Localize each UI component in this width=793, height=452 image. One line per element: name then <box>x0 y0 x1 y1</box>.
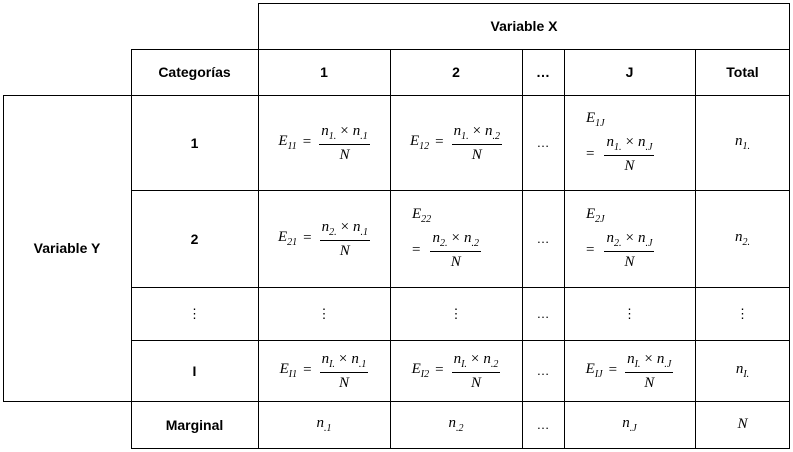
cell-r1-c2-numerator <box>452 122 502 145</box>
cell-r1-c2 <box>390 95 522 190</box>
col-header-2: 2 <box>452 64 460 80</box>
cell-rI-c1-denominator: N <box>338 374 349 391</box>
cell-r1-c2-times: × <box>472 122 482 139</box>
cell-r2-c2-fraction <box>430 229 480 271</box>
cell-r1-c2-num-a: $n_{1.}$ <box>453 122 469 142</box>
cell-rI-c2-equals: = <box>435 362 444 378</box>
cell-rI-c1-formula <box>280 350 369 392</box>
cell-rI-c2-lhs: $E_{I2}$ <box>411 361 430 380</box>
cell-r2-total-value-sub: 2. <box>742 237 750 248</box>
cell-r1-cJ <box>564 95 695 190</box>
cell-r2-c1-lhs-sub: 21 <box>287 237 298 248</box>
cell-r2-c1-num-a-sub: 2. <box>329 226 337 238</box>
cell-rI-cJ-fraction <box>625 350 673 392</box>
cell-r2-cJ-times: × <box>625 230 634 246</box>
cell-r3-c2 <box>390 287 522 340</box>
marginal-c3 <box>522 401 564 448</box>
cell-rI-c2-formula <box>412 350 501 392</box>
cell-r1-cJ-num-b-sub: .J <box>645 142 653 153</box>
cell-r2-cJ-lhs: $E_{2J}$ <box>586 206 605 225</box>
cell-r2-c2-lhs: $E_{22}$ <box>412 206 432 225</box>
cell-r1-c1-times: × <box>340 122 349 139</box>
cell-r2-c2-num-b-sub: .2 <box>471 238 479 249</box>
cell-r2-cJ-equals: = <box>586 241 595 258</box>
total-header: Total <box>726 64 759 80</box>
cell-r2-cJ-num-a-sub: 2. <box>613 238 622 249</box>
cell-r1-c2-equals: = <box>435 134 444 150</box>
cell-r2-c1-times: × <box>340 218 350 235</box>
row-header-1: 1 <box>190 134 199 151</box>
cell-r1-cJ-num-a-sub: 1. <box>613 142 622 153</box>
cell-r3-total <box>695 287 790 340</box>
cell-rI-c3-text: … <box>536 363 550 378</box>
cell-r1-c1 <box>258 95 390 190</box>
cell-r1-cJ-denominator: N <box>624 158 635 174</box>
cell-r2-c2-lhs-sub: 22 <box>421 214 432 225</box>
grid-line <box>131 448 790 449</box>
cell-r1-c1-num-a-sub: 1. <box>328 130 337 142</box>
cell-r1-cJ-numerator <box>604 133 654 156</box>
marginal-total-text: N <box>737 416 748 432</box>
cell-r2-c1-formula <box>278 218 370 260</box>
cell-r2-cJ-formula <box>564 206 695 271</box>
cell-rI-cJ-lhs-sub: IJ <box>594 369 603 380</box>
cell-rI-c2-denominator: N <box>470 374 481 391</box>
cell-r1-c1-num-a: $n_{1.}$ <box>321 122 337 142</box>
cell-rI-total <box>695 340 790 401</box>
cell-r2-c2 <box>390 190 522 287</box>
cell-r1-cJ-lhs: $E_{1J}$ <box>586 110 605 129</box>
marginal-c1-value-sub: .1 <box>324 423 332 434</box>
cell-r2-c2-equals: = <box>412 241 421 258</box>
cell-r2-c2-formula <box>390 206 522 271</box>
cell-rI-c1-lhs-sub: I1 <box>288 369 298 380</box>
marginal-c2-value: $n_{.2}$ <box>448 415 464 434</box>
cell-r2-cJ-lhs-sub: 2J <box>595 214 605 225</box>
cell-r1-cJ-num-a: $n_{1.}$ <box>606 134 622 153</box>
cell-r3-c3 <box>522 287 564 340</box>
cell-r2-c1-lhs: $E_{21}$ <box>277 229 298 248</box>
cell-r3-c1 <box>258 287 390 340</box>
cell-r3-c2-text: ⋮ <box>449 305 463 321</box>
cell-r1-c1-num-b: $n_{.1}$ <box>352 122 368 142</box>
cell-r2-c2-num-a-sub: 2. <box>439 238 448 249</box>
cell-r1-c2-formula <box>410 122 502 164</box>
cell-r1-c1-formula <box>278 122 369 164</box>
cell-r2-c1-numerator <box>320 218 370 241</box>
cell-rI-c3 <box>522 340 564 401</box>
cell-r3-c1-text: ⋮ <box>317 305 331 321</box>
cell-r2-total-value: $n_{2.}$ <box>735 229 750 248</box>
cell-r1-cJ-num-b: $n_{.J}$ <box>637 134 653 153</box>
cell-r1-c1-equals: = <box>302 134 312 150</box>
cell-r1-cJ-equals: = <box>586 145 595 162</box>
cell-rI-cJ-formula <box>586 350 674 392</box>
cell-r2-cJ <box>564 190 695 287</box>
marginal-row-header: Marginal <box>165 416 224 433</box>
cell-r1-c3 <box>522 95 564 190</box>
cell-rI-c1-num-a-sub: I. <box>329 358 335 370</box>
cell-r1-c1-fraction <box>319 122 369 164</box>
cell-r1-c3-text: … <box>536 135 550 150</box>
cell-r1-cJ-lhs-sub: 1J <box>595 118 605 129</box>
cell-r2-cJ-num-a: $n_{2.}$ <box>606 230 622 249</box>
cell-r1-c1-num-b-sub: .1 <box>360 130 368 142</box>
marginal-cJ <box>564 401 695 448</box>
cell-r2-cJ-num-b-sub: .J <box>645 238 653 249</box>
marginal-cJ-value-sub: .J <box>629 423 637 434</box>
cell-r1-c2-num-b-sub: .2 <box>492 130 501 142</box>
cell-r1-total-value: $n_{1.}$ <box>735 133 750 152</box>
cell-rI-cJ-equals: = <box>608 362 618 378</box>
cell-r2-c2-times: × <box>451 230 460 246</box>
cell-r2-c3-text: … <box>536 231 550 246</box>
cell-r2-c2-num-b: $n_{.2}$ <box>463 230 479 249</box>
cell-rI-cJ-denominator: N <box>644 374 655 391</box>
cell-r1-c1-denominator: N <box>339 146 350 163</box>
cell-r2-c2-denominator: N <box>450 254 461 270</box>
cell-r2-cJ-fraction <box>604 229 654 271</box>
cell-r1-c2-fraction <box>452 122 502 164</box>
cell-r1-cJ-formula <box>564 110 695 175</box>
cell-r1-cJ-rhs <box>586 133 654 175</box>
cell-rI-c1-num-b: $n_{.1}$ <box>351 350 367 370</box>
cell-r1-c2-num-b: $n_{.2}$ <box>485 122 501 142</box>
cell-r2-c1-num-b-sub: .1 <box>360 226 369 238</box>
cell-r2-c2-num-a: $n_{2.}$ <box>432 230 448 249</box>
cell-r2-cJ-rhs <box>586 229 654 271</box>
cell-rI-total-value-sub: I. <box>743 369 750 380</box>
cell-r2-total <box>695 190 790 287</box>
marginal-c2 <box>390 401 522 448</box>
variable-x-header: Variable X <box>490 18 558 34</box>
marginal-c3-text: … <box>536 417 550 432</box>
row-header-2: 2 <box>190 230 199 247</box>
cell-rI-c1-fraction <box>320 350 369 392</box>
cell-r2-c1-num-a: $n_{2.}$ <box>321 218 337 238</box>
cell-r2-cJ-numerator <box>604 229 654 252</box>
cell-r2-cJ-denominator: N <box>624 254 635 270</box>
variable-y-header: Variable Y <box>33 240 101 256</box>
cell-rI-cJ-num-b-sub: .J <box>664 358 672 370</box>
col-header-1: 1 <box>320 64 328 80</box>
cell-rI-c2-num-a: $n_{I.}$ <box>453 350 467 370</box>
cell-r1-c1-lhs: $E_{11}$ <box>278 133 297 152</box>
cell-r2-c1 <box>258 190 390 287</box>
cell-rI-c2-lhs-sub: I2 <box>420 369 430 380</box>
cell-r3-cJ <box>564 287 695 340</box>
cell-rI-c1-num-a: $n_{I.}$ <box>321 350 335 370</box>
marginal-c1-value: $n_{.1}$ <box>316 415 332 434</box>
cell-r1-c2-num-a-sub: 1. <box>461 130 469 142</box>
cell-r2-c3 <box>522 190 564 287</box>
col-header-ellipsis: … <box>536 64 550 80</box>
categorias-header: Categorías <box>158 64 231 80</box>
cell-rI-c2-fraction <box>452 350 501 392</box>
cell-r1-c1-lhs-sub: 11 <box>287 141 297 152</box>
cell-r3-total-text: ⋮ <box>736 305 749 321</box>
cell-r3-c3-text: … <box>536 306 550 321</box>
cell-rI-c1-equals: = <box>303 362 312 378</box>
cell-rI-cJ-lhs: $E_{IJ}$ <box>585 361 603 380</box>
cell-rI-c1-numerator <box>320 350 369 373</box>
cell-rI-c2-times: × <box>470 350 480 367</box>
cell-rI-c1-num-b-sub: .1 <box>358 358 367 370</box>
cell-r2-c1-denominator: N <box>339 242 350 259</box>
row-header-vdots: ⋮ <box>188 305 201 321</box>
cell-r1-c2-lhs-sub: 12 <box>419 141 430 152</box>
cell-rI-cJ <box>564 340 695 401</box>
cell-rI-cJ-num-a-sub: I. <box>634 358 641 370</box>
marginal-c1 <box>258 401 390 448</box>
cell-r2-c2-numerator <box>430 229 480 252</box>
cell-rI-c2-num-b: $n_{.2}$ <box>483 350 499 370</box>
marginal-c2-value-sub: .2 <box>456 423 464 434</box>
cell-rI-cJ-times: × <box>644 350 653 367</box>
marginal-total <box>695 401 790 448</box>
cell-rI-c1 <box>258 340 390 401</box>
cell-r1-cJ-times: × <box>625 134 634 150</box>
cell-r1-c1-numerator <box>319 122 369 145</box>
cell-r2-c2-rhs <box>412 229 481 271</box>
cell-r2-c1-num-b: $n_{.1}$ <box>353 218 369 238</box>
cell-rI-c1-lhs: $E_{I1}$ <box>279 361 298 380</box>
cell-rI-c2-numerator <box>452 350 501 373</box>
cell-r1-total <box>695 95 790 190</box>
cell-r1-cJ-fraction <box>604 133 654 175</box>
cell-r3-cJ-text: ⋮ <box>623 305 636 321</box>
cell-rI-cJ-num-b: $n_{.J}$ <box>656 350 672 370</box>
cell-r1-total-value-sub: 1. <box>742 141 750 152</box>
cell-rI-c2-num-b-sub: .2 <box>490 358 499 370</box>
cell-r2-c1-equals: = <box>303 230 312 246</box>
row-header-i: I <box>192 362 197 379</box>
cell-rI-c2 <box>390 340 522 401</box>
cell-rI-cJ-num-a: $n_{I.}$ <box>627 350 641 370</box>
cell-r1-c2-lhs: $E_{12}$ <box>409 133 430 152</box>
cell-r2-cJ-num-b: $n_{.J}$ <box>637 230 653 249</box>
marginal-cJ-value: $n_{.J}$ <box>622 415 637 434</box>
cell-r2-c1-fraction <box>320 218 370 260</box>
cell-r1-c2-denominator: N <box>471 146 482 163</box>
cell-rI-c2-num-a-sub: I. <box>461 358 467 370</box>
cell-rI-c1-times: × <box>338 350 348 367</box>
cell-rI-total-value: $n_{I.}$ <box>735 361 750 380</box>
col-header-j: J <box>625 64 634 80</box>
cell-rI-cJ-numerator <box>625 350 673 373</box>
